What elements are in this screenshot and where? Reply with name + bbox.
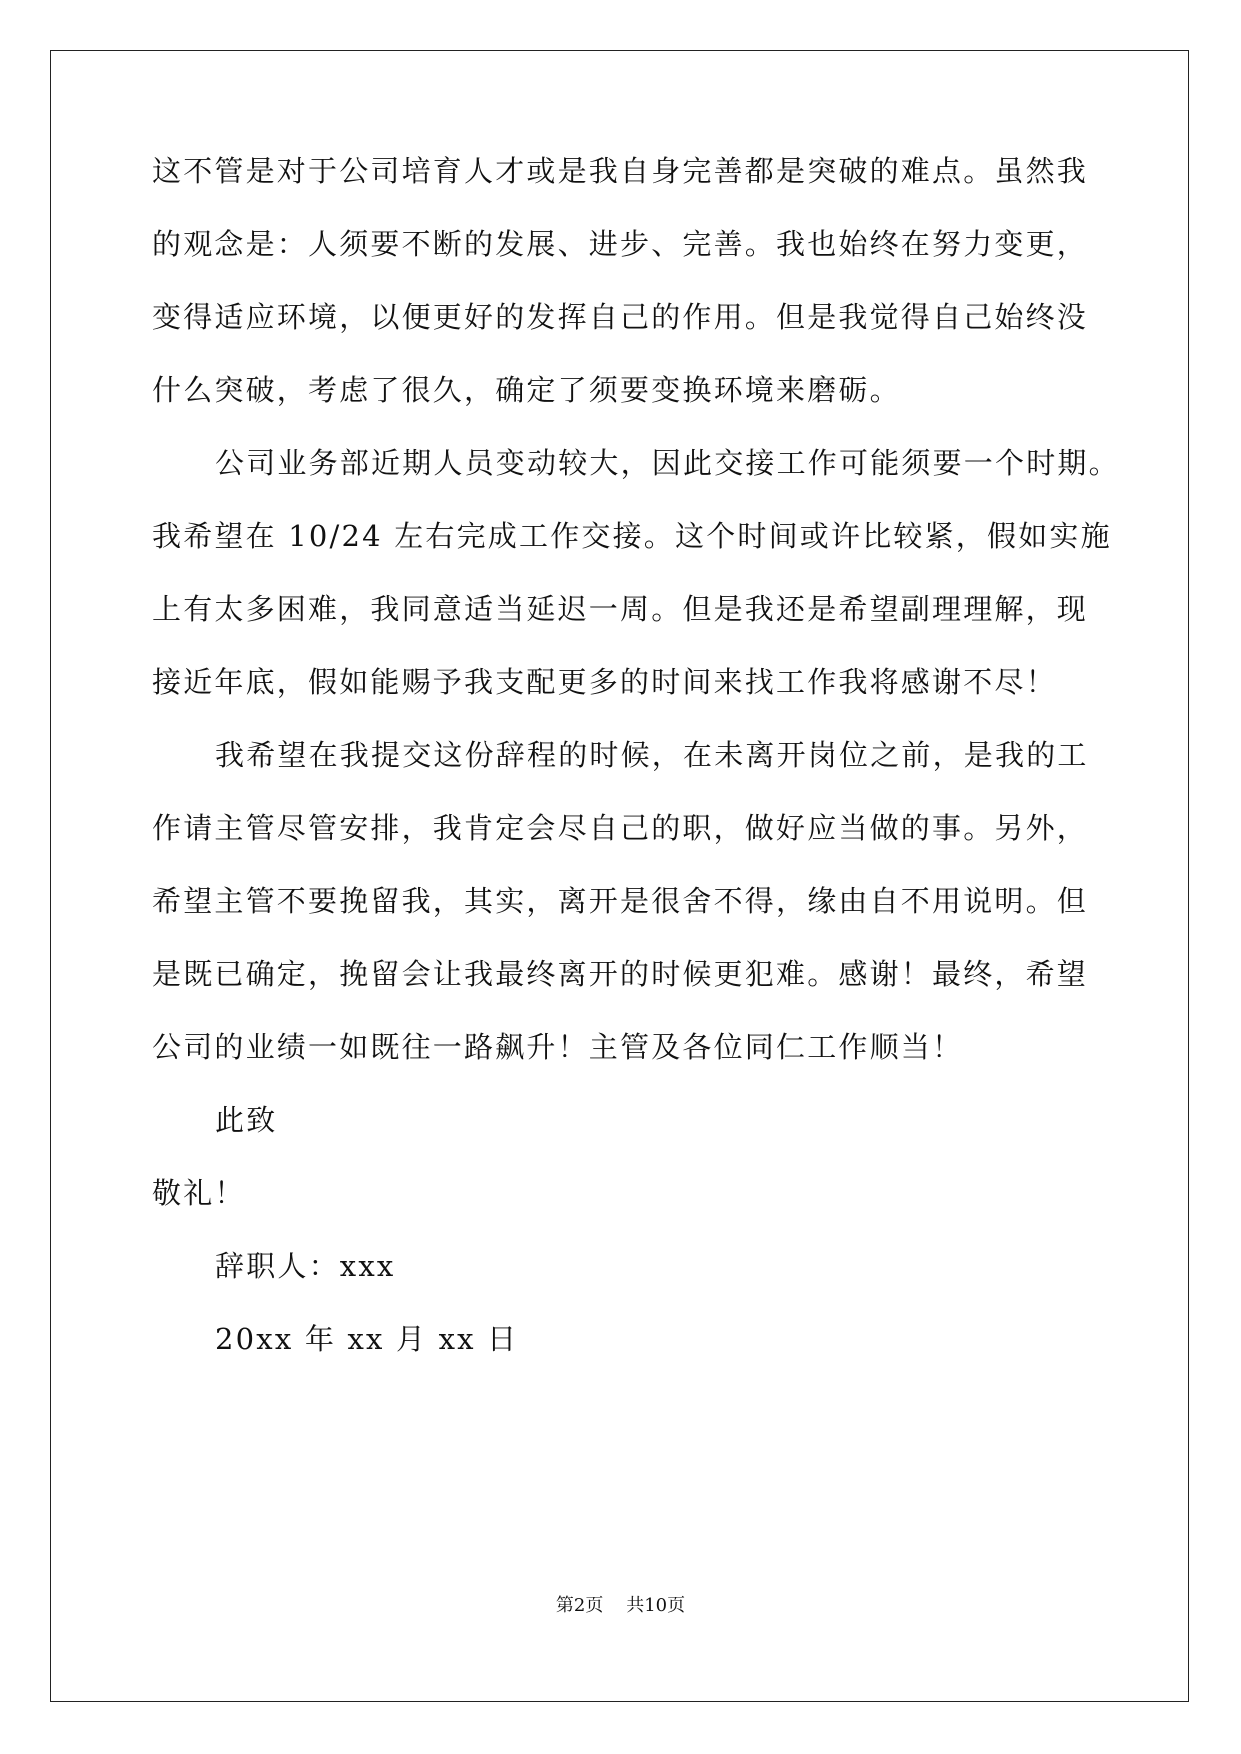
body-line: 作请主管尽管安排，我肯定会尽自己的职，做好应当做的事。另外， (152, 811, 1089, 845)
paragraph-start-line: 公司业务部近期人员变动较大，因此交接工作可能须要一个时期。 (215, 446, 1120, 480)
body-line: 的观念是：人须要不断的发展、进步、完善。我也始终在努力变更， (152, 227, 1089, 261)
body-line: 什么突破，考虑了很久，确定了须要变换环境来磨砺。 (152, 373, 901, 407)
paragraph-start-line: 我希望在我提交这份辞程的时候，在未离开岗位之前，是我的工 (215, 738, 1089, 772)
page-number: 第2页 (555, 1595, 604, 1616)
date-line: 20xx 年 xx 月 xx 日 (215, 1322, 519, 1356)
page-footer (0, 1594, 1241, 1618)
body-line: 我希望在 10/24 左右完成工作交接。这个时间或许比较紧，假如实施 (152, 519, 1112, 553)
body-line: 公司的业绩一如既往一路飙升！主管及各位同仁工作顺当！ (152, 1030, 964, 1064)
closing-regards: 敬礼！ (152, 1176, 246, 1210)
closing-salutation: 此致 (215, 1103, 278, 1137)
page-total: 共10页 (626, 1595, 686, 1616)
body-line: 接近年底，假如能赐予我支配更多的时间来找工作我将感谢不尽！ (152, 665, 1057, 699)
body-line: 希望主管不要挽留我，其实，离开是很舍不得，缘由自不用说明。但 (152, 884, 1089, 918)
signer-line: 辞职人：xxx (215, 1249, 396, 1283)
body-line: 变得适应环境，以便更好的发挥自己的作用。但是我觉得自己始终没 (152, 300, 1089, 334)
body-line: 是既已确定，挽留会让我最终离开的时候更犯难。感谢！最终，希望 (152, 957, 1089, 991)
body-line: 上有太多困难，我同意适当延迟一周。但是我还是希望副理理解，现 (152, 592, 1089, 626)
body-line: 这不管是对于公司培育人才或是我自身完善都是突破的难点。虽然我 (152, 154, 1089, 188)
